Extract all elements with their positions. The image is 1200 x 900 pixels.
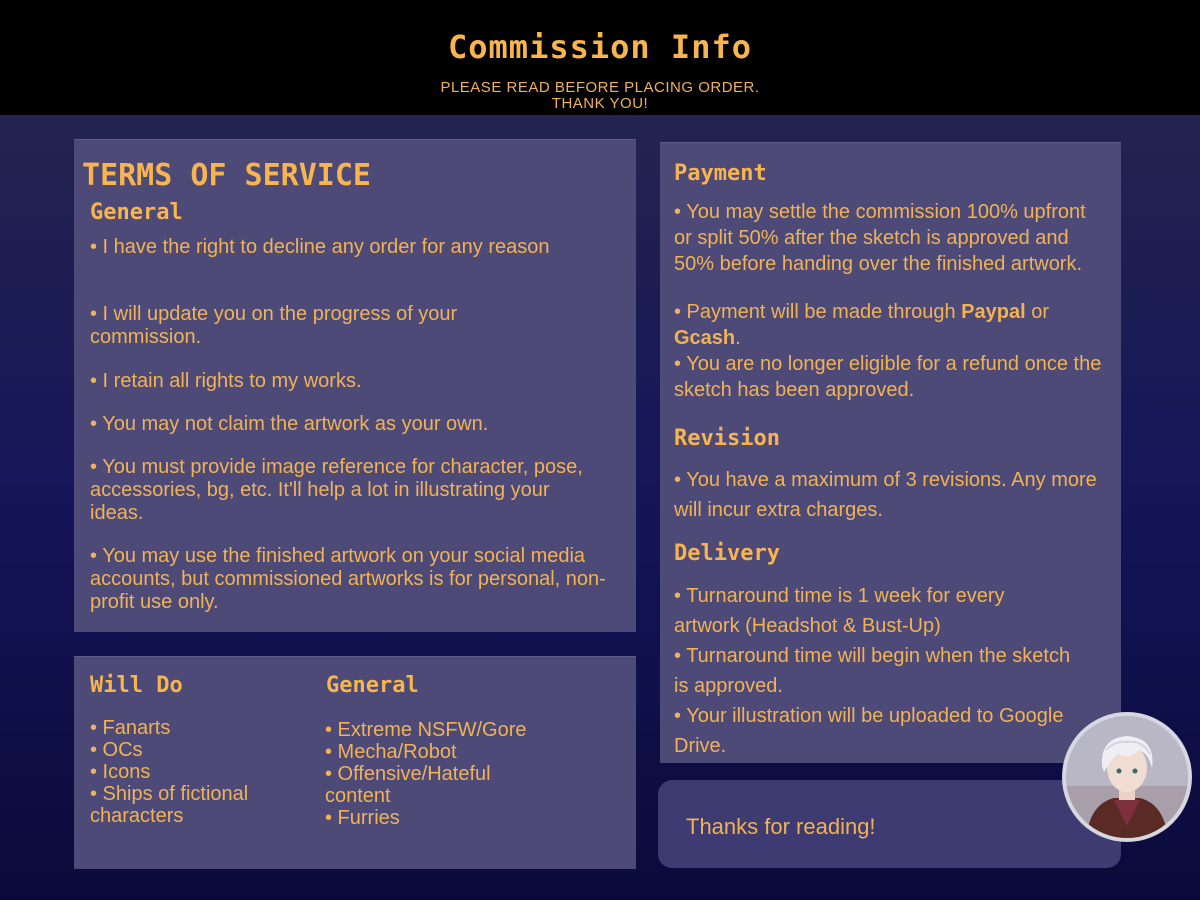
payment-item-2-or: or xyxy=(1025,301,1049,323)
list-item: • Extreme NSFW/Gore xyxy=(325,719,527,741)
list-item: • Ships of fictional characters xyxy=(90,783,249,827)
tos-panel xyxy=(74,139,636,632)
list-item: • Offensive/Hateful content xyxy=(325,763,491,807)
header-bar xyxy=(0,0,1200,115)
gcash-label: Gcash xyxy=(674,327,736,349)
will-do-heading: Will Do xyxy=(90,673,183,698)
page-subtitle xyxy=(0,80,1200,112)
tos-item-3: • I retain all rights to my works. xyxy=(90,370,362,392)
list-item: • Furries xyxy=(325,807,400,829)
list-item: • Icons xyxy=(90,761,151,783)
wont-do-list xyxy=(325,719,555,829)
tos-subheading: General xyxy=(90,200,183,225)
tos-item-5: • You must provide image reference for character, pose, accessories, bg, etc. It'll help a lot in illustrating your ideas. xyxy=(90,456,583,524)
avatar xyxy=(1066,716,1188,838)
tos-item-2: • I will update you on the progress of your commission. xyxy=(90,303,458,348)
will-do-list xyxy=(90,717,300,827)
list-item: • Mecha/Robot xyxy=(325,741,457,763)
payment-item-2-end: . xyxy=(735,327,741,349)
tos-heading: TERMS OF SERVICE xyxy=(82,158,371,193)
tos-item-1: • I have the right to decline any order for any reason xyxy=(90,236,550,258)
payment-panel xyxy=(660,142,1121,763)
delivery-item-1: • Turnaround time is 1 week for every artwork (Headshot & Bust-Up) xyxy=(674,585,1005,637)
subtitle-line-1: PLEASE READ BEFORE PLACING ORDER. xyxy=(440,79,760,96)
subtitle-line-2: THANK YOU! xyxy=(551,95,649,112)
list-item: • Fanarts xyxy=(90,717,171,739)
payment-item-2-prefix: • Payment will be made through xyxy=(674,301,962,323)
payment-heading: Payment xyxy=(674,161,767,186)
delivery-heading: Delivery xyxy=(674,541,780,566)
delivery-item-3: • Your illustration will be uploaded to Google Drive. xyxy=(674,705,1064,757)
thanks-text: Thanks for reading! xyxy=(686,814,876,839)
paypal-label: Paypal xyxy=(961,301,1026,323)
revision-item-1: • You have a maximum of 3 revisions. Any more will incur extra charges. xyxy=(674,469,1097,521)
page-title: Commission Info xyxy=(448,28,752,66)
payment-item-3: • You are no longer eligible for a refund once the sketch has been approved. xyxy=(674,353,1102,401)
payment-item-1: • You may settle the commission 100% upfront or split 50% after the sketch is approved and 50% before handing over the finished artwork. xyxy=(674,201,1086,275)
tos-item-4: • You may not claim the artwork as your own. xyxy=(90,413,489,435)
payment-item-2 xyxy=(674,299,1104,351)
delivery-item-2: • Turnaround time will begin when the sketch is approved. xyxy=(674,645,1071,697)
avatar-illustration xyxy=(1066,716,1188,838)
revision-heading: Revision xyxy=(674,426,780,451)
thanks-box xyxy=(658,780,1121,868)
wont-do-heading: General xyxy=(326,673,419,698)
tos-item-6: • You may use the finished artwork on your social media accounts, but commissioned artworks is for personal, non-profit use only. xyxy=(90,545,606,613)
will-do-panel xyxy=(74,656,636,869)
list-item: • OCs xyxy=(90,739,143,761)
